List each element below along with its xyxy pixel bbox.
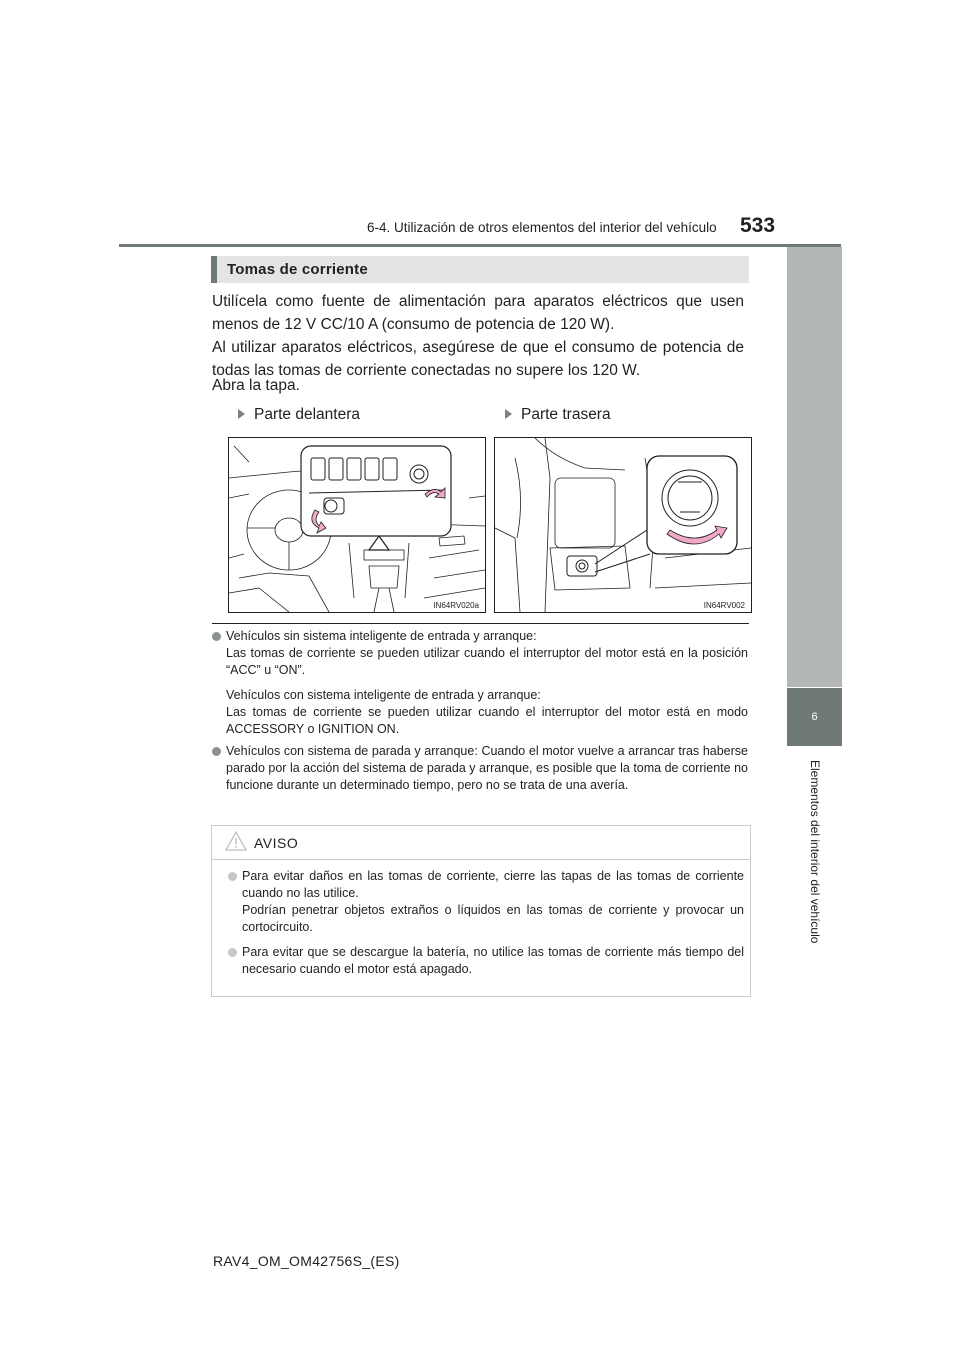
front-console-illustration xyxy=(229,438,485,612)
note-line: Vehículos sin sistema inteligente de entrada y arranque: xyxy=(226,629,537,643)
triangle-bullet-icon xyxy=(505,409,512,419)
note-line: Vehículos con sistema de parada y arranque: Cuando el motor vuelve a arrancar tras haberse parado por la acción del sistema de parada y arranque, es posible que la toma de corriente no funcione durante un determinado tiempo, pero no se trata de una avería. xyxy=(226,744,748,792)
figure-caption-front-label: Parte delantera xyxy=(254,406,360,423)
figure-caption-front xyxy=(238,406,360,424)
chapter-sidebar-bar xyxy=(787,247,842,687)
warning-title: AVISO xyxy=(254,835,299,851)
bullet-icon xyxy=(228,872,237,881)
warning-line: Para evitar que se descargue la batería, no utilice las tomas de corriente más tiempo del necesario cuando el motor está apagado. xyxy=(242,945,744,976)
section-heading-accent xyxy=(211,256,217,283)
figure-caption-rear xyxy=(505,406,611,424)
triangle-bullet-icon xyxy=(238,409,245,419)
warning-line: Podrían penetrar objetos extraños o líquidos en las tomas de corriente y provocar un cortocircuito. xyxy=(242,903,744,934)
rear-console-illustration xyxy=(495,438,751,612)
paragraph-power-limit: Al utilizar aparatos eléctricos, asegúrese de que el consumo de potencia de todas las tomas de corriente conectadas no supere los 120 W. xyxy=(212,339,744,379)
paragraph-open-cover: Abra la tapa. xyxy=(212,377,300,394)
note-line: Las tomas de corriente se pueden utilizar cuando el interruptor del motor está en modo ACCESSORY o IGNITION ON. xyxy=(226,705,748,736)
figure-rear-console xyxy=(494,437,752,613)
warning-header xyxy=(212,826,750,860)
manual-code: RAV4_OM_OM42756S_(ES) xyxy=(213,1253,400,1269)
note-line: Las tomas de corriente se pueden utilizar cuando el interruptor del motor está en la posición “ACC” u “ON”. xyxy=(226,646,748,677)
running-header: 6-4. Utilización de otros elementos del interior del vehículo xyxy=(367,220,717,235)
warning-item xyxy=(242,868,744,936)
figure-code-rear: IN64RV002 xyxy=(703,601,745,610)
figure-caption-rear-label: Parte trasera xyxy=(521,406,611,423)
section-title: Tomas de corriente xyxy=(227,261,368,278)
page-number: 533 xyxy=(740,214,776,237)
chapter-title: Elementos del interior del vehículo xyxy=(808,760,822,944)
section-divider xyxy=(212,623,749,624)
warning-box xyxy=(211,825,751,997)
figure-code-front: IN64RV020a xyxy=(433,601,479,610)
bullet-icon xyxy=(212,632,221,641)
bullet-icon xyxy=(228,948,237,957)
note-subitem xyxy=(226,687,748,738)
paragraph-usage: Utilícela como fuente de alimentación para aparatos eléctricos que usen menos de 12 V CC/10 A (consumo de potencia de 120 W). xyxy=(212,293,744,333)
note-item xyxy=(226,743,748,794)
warning-triangle-icon xyxy=(224,830,248,852)
warning-line: Para evitar daños en las tomas de corriente, cierre las tapas de las tomas de corriente cuando no las utilice. xyxy=(242,869,744,900)
header-rule xyxy=(119,244,841,247)
section-heading xyxy=(211,256,749,283)
chapter-tab: 6 xyxy=(787,688,842,746)
bullet-icon xyxy=(212,747,221,756)
note-item xyxy=(226,628,748,679)
warning-item xyxy=(242,944,744,978)
note-line: Vehículos con sistema inteligente de entrada y arranque: xyxy=(226,688,541,702)
figure-front-console xyxy=(228,437,486,613)
